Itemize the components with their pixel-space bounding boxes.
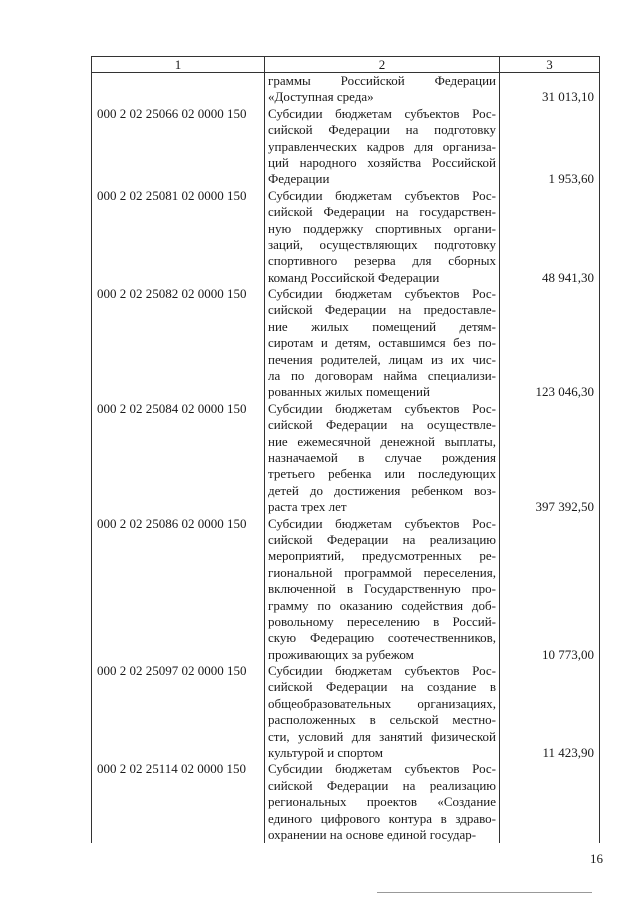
amount-spacer — [503, 139, 594, 155]
amount-spacer — [503, 204, 594, 220]
amount-spacer — [503, 434, 594, 450]
description-line: раста трех лет — [268, 499, 347, 515]
description-line: сийской Федерации на создание в — [268, 679, 496, 695]
amount-spacer — [503, 73, 594, 89]
amount-cell — [500, 73, 600, 106]
column-header-1: 1 — [92, 57, 265, 73]
amount-cell — [500, 106, 600, 188]
classification-code: 000 2 02 25082 02 0000 150 — [92, 286, 265, 401]
amount-cell — [500, 516, 600, 664]
amount-spacer — [503, 516, 594, 532]
amount-spacer — [503, 417, 594, 433]
description-line: Субсидии бюджетам субъектов Рос- — [268, 400, 496, 416]
amount-spacer — [503, 778, 594, 794]
income-description — [265, 663, 500, 761]
description-line: региональных проектов «Создание — [268, 794, 496, 810]
amount-cell — [500, 401, 600, 516]
description-line: единого цифрового контура в здраво- — [268, 810, 496, 826]
description-line: детей до достижения ребенком воз- — [268, 482, 496, 498]
description-line: охранении на основе единой государ- — [268, 826, 477, 842]
table-row — [92, 286, 600, 401]
amount-value: 10 773,00 — [542, 646, 594, 662]
description-line: скую Федерацию соотечественников, — [268, 630, 496, 646]
classification-code: 000 2 02 25084 02 0000 150 — [92, 401, 265, 516]
description-line: команд Российской Федерации — [268, 269, 440, 285]
amount-spacer — [503, 548, 594, 564]
amount-spacer — [503, 466, 594, 482]
description-line: общеобразовательных организациях, — [268, 695, 496, 711]
amount-spacer — [503, 794, 594, 810]
amount-spacer — [503, 122, 594, 138]
amount-spacer — [503, 302, 594, 318]
income-description — [265, 401, 500, 516]
description-line: сийской Федерации на государствен- — [268, 204, 496, 220]
amount-spacer — [503, 565, 594, 581]
description-line: рованных жилых помещений — [268, 384, 430, 400]
amount-cell — [500, 761, 600, 843]
amount-spacer — [503, 630, 594, 646]
description-line: включенной в Государственную про- — [268, 581, 496, 597]
amount-value: 31 013,10 — [542, 89, 594, 105]
amount-spacer — [503, 106, 594, 122]
description-line: сийской Федерации на реализацию — [268, 777, 496, 793]
classification-code — [92, 73, 265, 106]
description-line: сти, условий для занятий физической — [268, 728, 496, 744]
amount-value: 397 392,50 — [535, 499, 594, 515]
amount-spacer — [503, 483, 594, 499]
description-line: назначаемой в случае рождения — [268, 449, 496, 465]
description-line: граммы Российской Федерации — [268, 73, 496, 88]
table-row — [92, 106, 600, 188]
description-line: ций народного хозяйства Российской — [268, 154, 496, 170]
amount-spacer — [503, 319, 594, 335]
income-description — [265, 516, 500, 664]
table-row — [92, 516, 600, 664]
amount-spacer — [503, 598, 594, 614]
description-line: сийской Федерации на осуществле- — [268, 417, 496, 433]
description-line: Субсидии бюджетам субъектов Рос- — [268, 761, 496, 777]
description-line: печения родителей, лицам из их чис- — [268, 351, 496, 367]
classification-code: 000 2 02 25114 02 0000 150 — [92, 761, 265, 843]
description-line: управленческих кадров для организа- — [268, 138, 496, 154]
amount-cell — [500, 188, 600, 286]
description-line: гиональной программой переселения, — [268, 564, 496, 580]
description-line: третьего ребенка или последующих — [268, 466, 496, 482]
amount-spacer — [503, 663, 594, 679]
amount-spacer — [503, 811, 594, 827]
page-number: 16 — [590, 851, 603, 866]
description-line: Субсидии бюджетам субъектов Рос- — [268, 187, 496, 203]
description-line: сийской Федерации на предоставле- — [268, 302, 496, 318]
header-row — [92, 57, 600, 73]
description-line: Федерации — [268, 171, 330, 187]
description-line: Субсидии бюджетам субъектов Рос- — [268, 286, 496, 302]
amount-spacer — [503, 450, 594, 466]
amount-spacer — [503, 581, 594, 597]
amount-value: 48 941,30 — [542, 269, 594, 285]
column-header-3: 3 — [500, 57, 600, 73]
amount-spacer — [503, 761, 594, 777]
table-row — [92, 761, 600, 843]
amount-spacer — [503, 614, 594, 630]
description-line: ную поддержку спортивных органи- — [268, 220, 496, 236]
amount-spacer — [503, 188, 594, 204]
description-line: спортивного резерва для сборных — [268, 253, 496, 269]
amount-cell — [500, 286, 600, 401]
amount-spacer — [503, 696, 594, 712]
description-line: ние ежемесячной денежной выплаты, — [268, 433, 496, 449]
table-body — [92, 73, 600, 844]
amount-spacer — [503, 729, 594, 745]
amount-spacer — [503, 237, 594, 253]
amount-cell — [500, 663, 600, 761]
description-line: расположенных в сельской местно- — [268, 712, 496, 728]
amount-spacer — [503, 352, 594, 368]
description-line: культурой и спортом — [268, 745, 383, 761]
amount-spacer — [503, 286, 594, 302]
table-row — [92, 188, 600, 286]
description-line: ровольному переселению в Россий- — [268, 613, 496, 629]
table-row — [92, 401, 600, 516]
description-line: ние жилых помещений детям- — [268, 318, 496, 334]
income-description — [265, 73, 500, 106]
continuation-row — [92, 73, 600, 106]
amount-spacer — [503, 712, 594, 728]
income-description — [265, 106, 500, 188]
classification-code: 000 2 02 25086 02 0000 150 — [92, 516, 265, 664]
description-line: ла по договорам найма специализи- — [268, 368, 496, 384]
description-line: заций, осуществляющих подготовку — [268, 236, 496, 252]
description-line: сиротам и детям, оставшимся без по- — [268, 335, 496, 351]
amount-spacer — [503, 253, 594, 269]
column-header-2: 2 — [265, 57, 500, 73]
amount-spacer — [503, 368, 594, 384]
amount-spacer — [503, 155, 594, 171]
description-line: Субсидии бюджетам субъектов Рос- — [268, 515, 496, 531]
amount-spacer — [503, 532, 594, 548]
amount-value — [503, 827, 594, 843]
classification-code: 000 2 02 25097 02 0000 150 — [92, 663, 265, 761]
income-description — [265, 188, 500, 286]
budget-table — [91, 56, 600, 843]
description-line: Субсидии бюджетам субъектов Рос- — [268, 105, 496, 121]
description-line: «Доступная среда» — [268, 89, 374, 105]
description-line: проживающих за рубежом — [268, 646, 414, 662]
amount-value: 1 953,60 — [548, 171, 594, 187]
classification-code: 000 2 02 25081 02 0000 150 — [92, 188, 265, 286]
income-description — [265, 761, 500, 843]
description-line: сийской Федерации на подготовку — [268, 122, 496, 138]
income-description — [265, 286, 500, 401]
classification-code: 000 2 02 25066 02 0000 150 — [92, 106, 265, 188]
footer-rule — [377, 892, 592, 893]
amount-spacer — [503, 679, 594, 695]
amount-spacer — [503, 221, 594, 237]
amount-value: 11 423,90 — [542, 745, 594, 761]
amount-spacer — [503, 401, 594, 417]
amount-value: 123 046,30 — [535, 384, 594, 400]
table-row — [92, 663, 600, 761]
description-line: Субсидии бюджетам субъектов Рос- — [268, 663, 496, 679]
description-line: сийской Федерации на реализацию — [268, 531, 496, 547]
description-line: мероприятий, предусмотренных ре- — [268, 548, 496, 564]
amount-spacer — [503, 335, 594, 351]
description-line: грамму по оказанию содействия доб- — [268, 597, 496, 613]
